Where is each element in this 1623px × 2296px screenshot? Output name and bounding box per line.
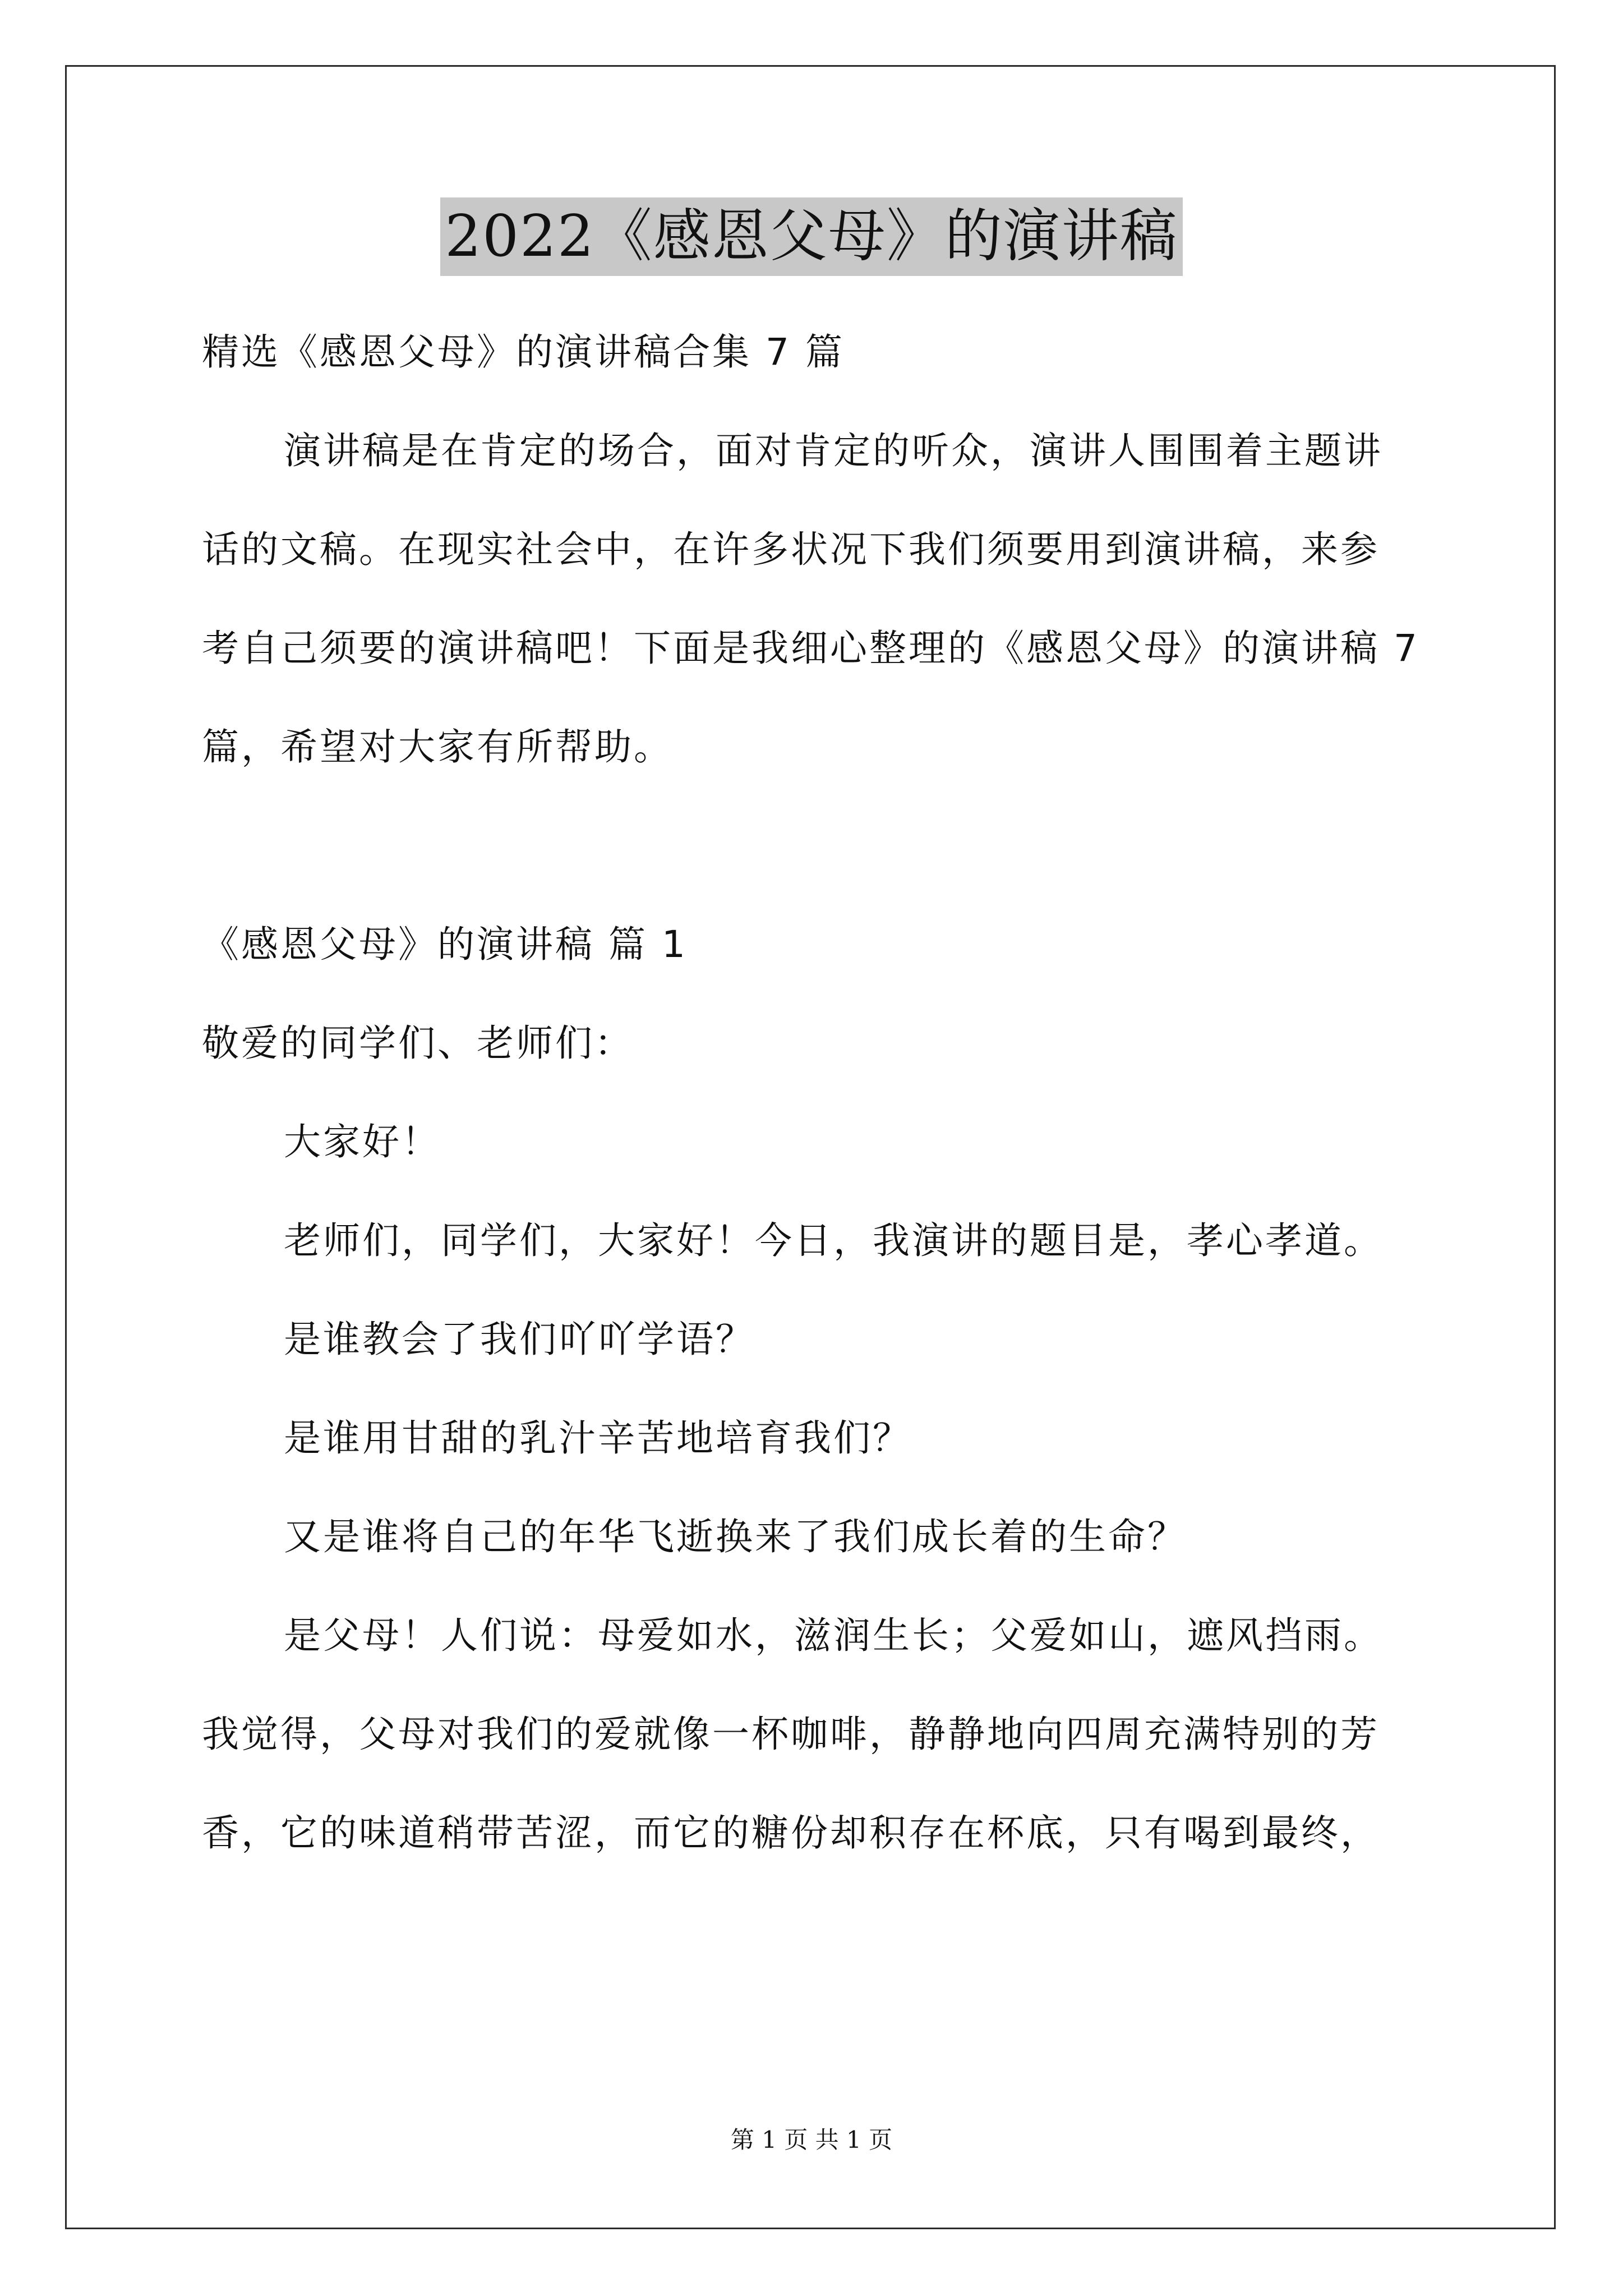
document-title: 2022《感恩父母》的演讲稿 <box>440 197 1183 276</box>
salutation-line: 敬爱的同学们、老师们： <box>202 1022 634 1065</box>
document-body <box>202 303 1430 1883</box>
page-footer: 第 1 页 共 1 页 <box>730 2126 893 2154</box>
title-container <box>0 197 1623 276</box>
paragraph-line: 是谁用甘甜的乳汁辛苦地培育我们？ <box>284 1416 912 1460</box>
paragraph-line: 又是谁将自己的年华飞逝换来了我们成长着的生命？ <box>284 1515 1187 1558</box>
paragraph-line: 演讲稿是在肯定的场合，面对肯定的听众，演讲人围围着主题讲 <box>284 429 1383 472</box>
paragraph-line: 是谁教会了我们吖吖学语？ <box>284 1318 755 1361</box>
section-heading: 《感恩父母》的演讲稿 篇 1 <box>202 923 688 966</box>
paragraph-line: 老师们，同学们，大家好！今日，我演讲的题目是，孝心孝道。 <box>284 1219 1383 1262</box>
paragraph-line: 话的文稿。在现实社会中，在许多状况下我们须要用到演讲稿，来参 <box>202 528 1380 571</box>
paragraph-line: 篇，希望对大家有所帮助。 <box>202 725 673 769</box>
subtitle-line: 精选《感恩父母》的演讲稿合集 7 篇 <box>202 330 845 374</box>
paragraph-line: 香，它的味道稍带苦涩，而它的糖份却积存在杯底，只有喝到最终， <box>202 1811 1380 1855</box>
paragraph-line: 是父母！人们说：母爱如水，滋润生长；父爱如山，遮风挡雨。 <box>284 1614 1383 1657</box>
paragraph-line: 我觉得，父母对我们的爱就像一杯咖啡，静静地向四周充满特别的芳 <box>202 1713 1380 1756</box>
paragraph-line: 大家好！ <box>284 1120 441 1163</box>
blank-line <box>202 797 1430 895</box>
paragraph-line: 考自己须要的演讲稿吧！下面是我细心整理的《感恩父母》的演讲稿 7 <box>202 627 1419 670</box>
